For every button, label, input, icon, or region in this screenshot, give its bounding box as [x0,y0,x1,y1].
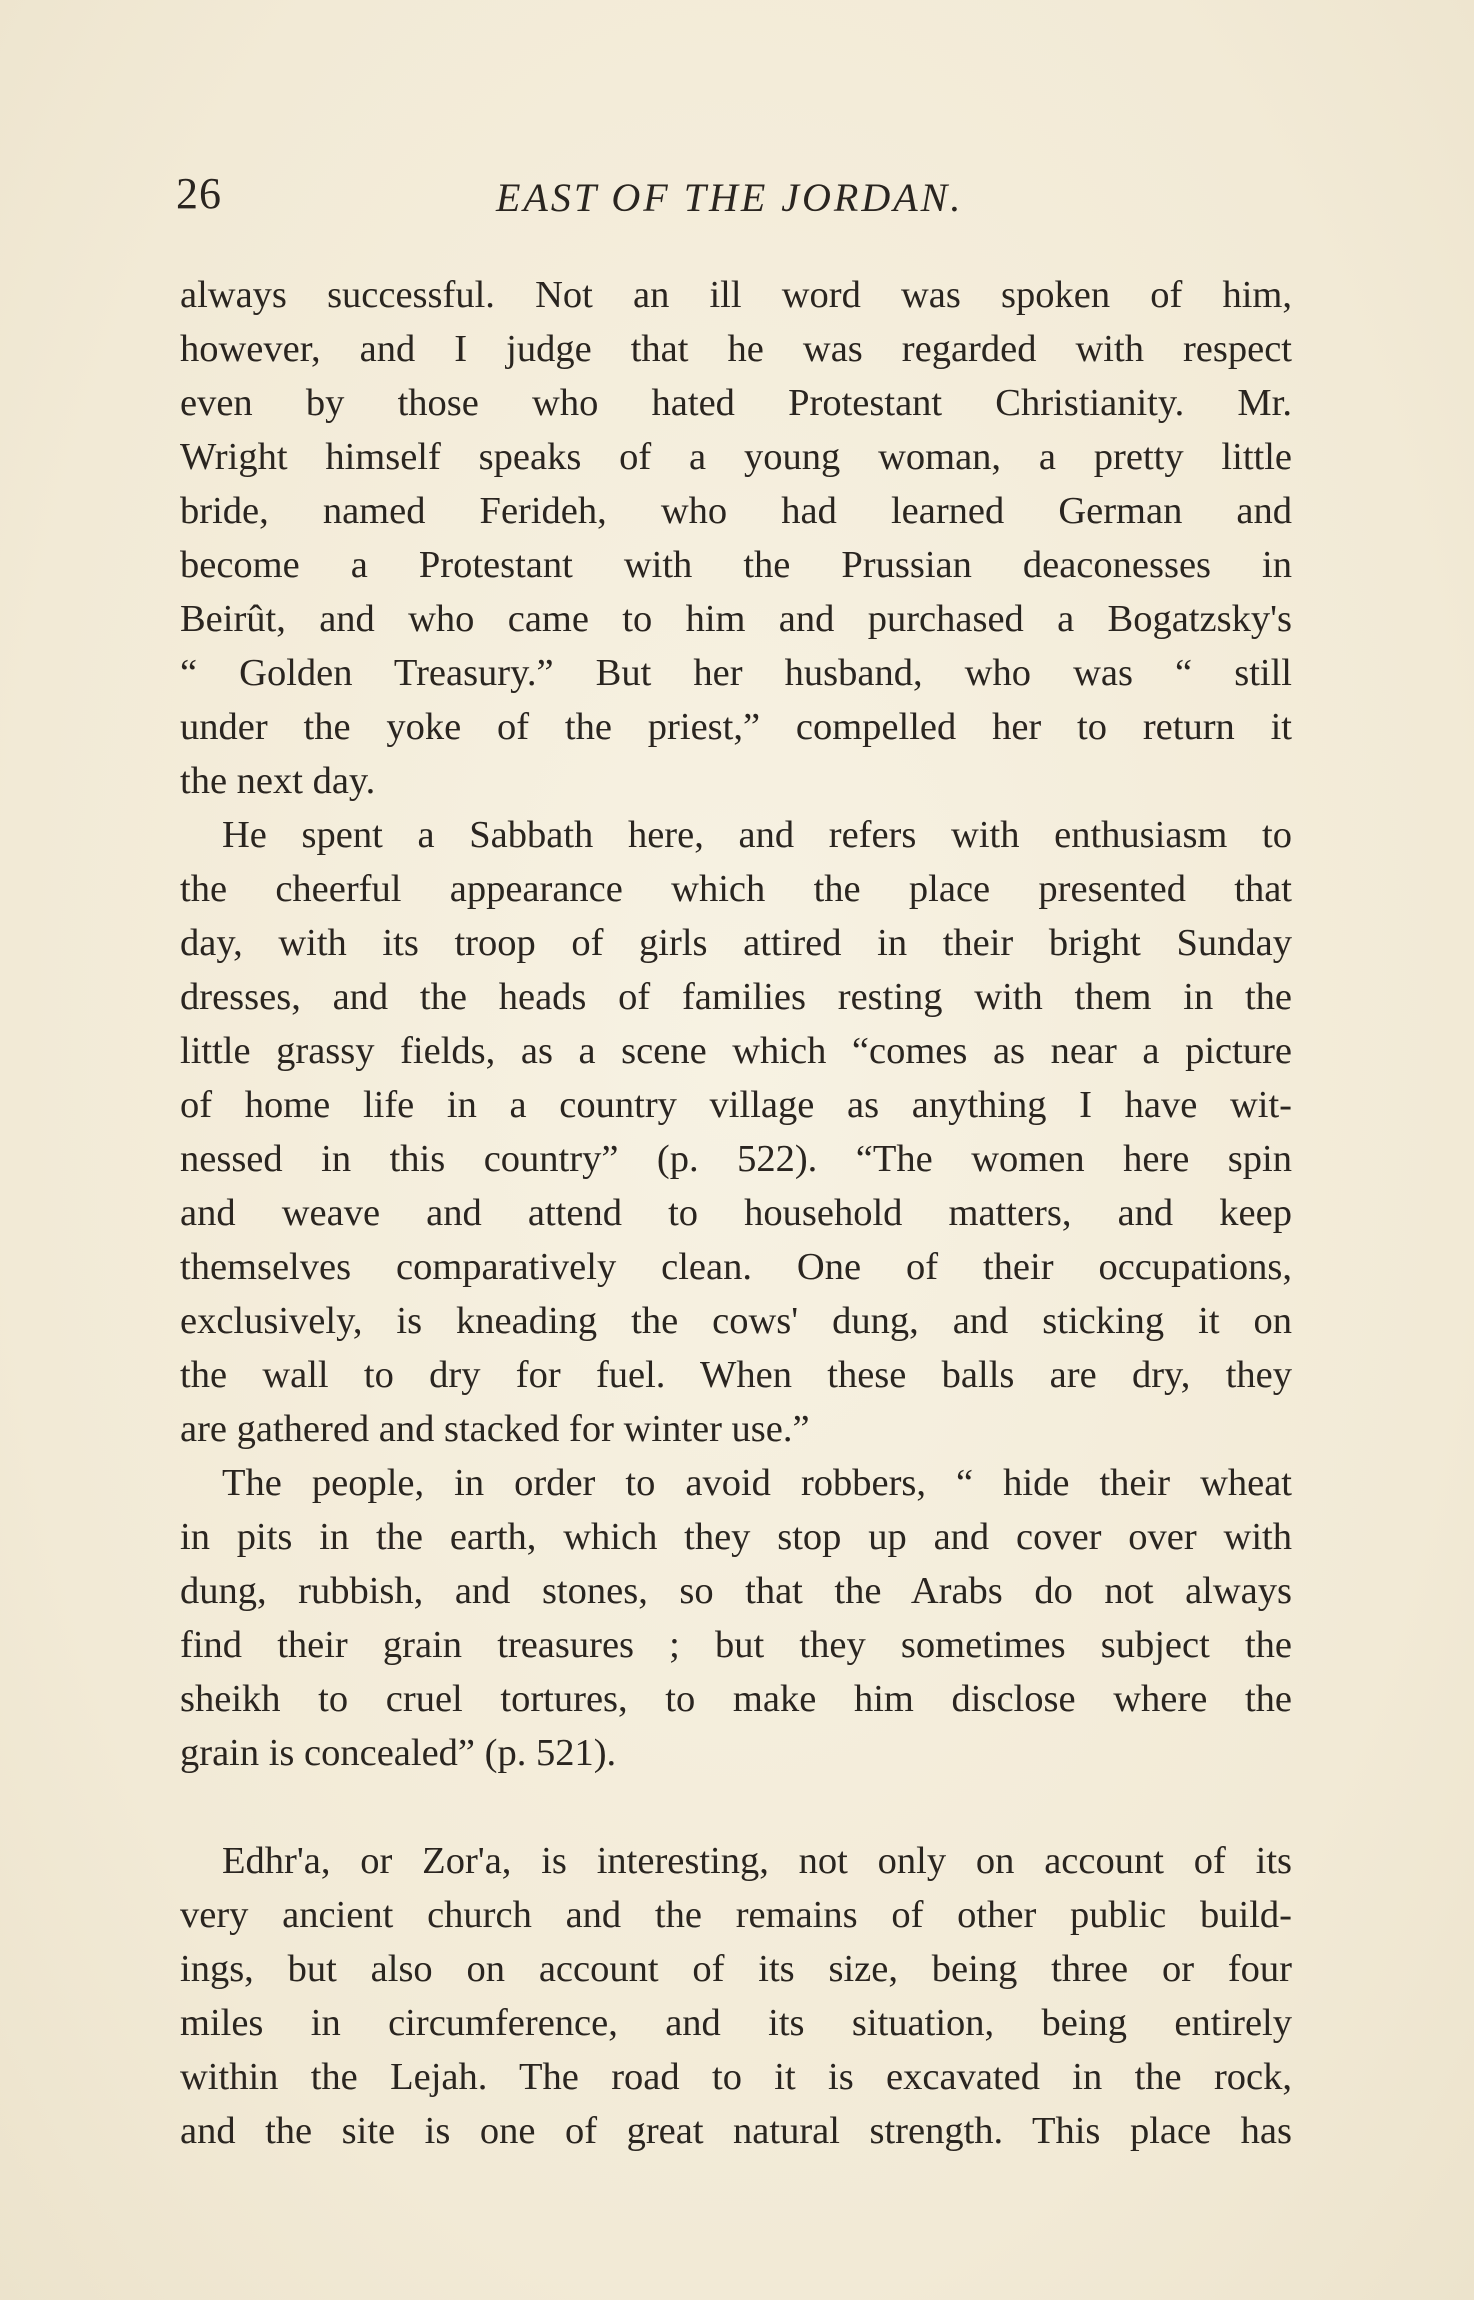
text-line: little grassy fields, as a scene which “comes as near a picture [180,1030,1292,1072]
text-line: themselves comparatively clean. One of their occupations, [180,1246,1292,1288]
text-line: ings, but also on account of its size, being three or four [180,1948,1292,1990]
text-line: however, and I judge that he was regarded with respect [180,328,1292,370]
text-line: and the site is one of great natural strength. This place has [180,2110,1292,2152]
text-line: Beirût, and who came to him and purchased a Bogatzsky's [180,598,1292,640]
text-line: and weave and attend to household matters, and keep [180,1192,1292,1234]
text-line: dresses, and the heads of families resting with them in the [180,976,1292,1018]
text-line: of home life in a country village as anything I have wit- [180,1084,1292,1126]
text-line: “ Golden Treasury.” But her husband, who was “ still [180,652,1292,694]
page-number: 26 [176,169,222,218]
text-line: day, with its troop of girls attired in their bright Sunday [180,922,1292,964]
text-line: nessed in this country” (p. 522). “The women here spin [180,1138,1292,1180]
text-line: become a Protestant with the Prussian deaconesses in [180,544,1292,586]
text-line: even by those who hated Protestant Christianity. Mr. [180,382,1292,424]
paragraph-start-line: Edhr'a, or Zor'a, is interesting, not only on account of its [222,1840,1292,1882]
text-line: find their grain treasures ; but they sometimes subject the [180,1624,1292,1666]
text-line: under the yoke of the priest,” compelled her to return it [180,706,1292,748]
text-line: the next day. [180,760,376,802]
running-title: EAST OF THE JORDAN. [496,175,964,220]
text-line: exclusively, is kneading the cows' dung, and sticking it on [180,1300,1292,1342]
text-line: in pits in the earth, which they stop up and cover over with [180,1516,1292,1558]
text-line: dung, rubbish, and stones, so that the Arabs do not always [180,1570,1292,1612]
text-line: sheikh to cruel tortures, to make him disclose where the [180,1678,1292,1720]
text-line: very ancient church and the remains of other public build- [180,1894,1292,1936]
text-line: the wall to dry for fuel. When these balls are dry, they [180,1354,1292,1396]
text-line: always successful. Not an ill word was spoken of him, [180,274,1292,316]
text-line: the cheerful appearance which the place presented that [180,868,1292,910]
text-line: Wright himself speaks of a young woman, a pretty little [180,436,1292,478]
paragraph-start-line: The people, in order to avoid robbers, “ hide their wheat [222,1462,1292,1504]
text-line: are gathered and stacked for winter use.” [180,1408,810,1450]
text-line: bride, named Ferideh, who had learned German and [180,490,1292,532]
text-line: miles in circumference, and its situation, being entirely [180,2002,1292,2044]
page-header [176,168,1296,228]
text-line: within the Lejah. The road to it is excavated in the rock, [180,2056,1292,2098]
paragraph-start-line: He spent a Sabbath here, and refers with enthusiasm to [222,814,1292,856]
text-line: grain is concealed” (p. 521). [180,1732,617,1774]
